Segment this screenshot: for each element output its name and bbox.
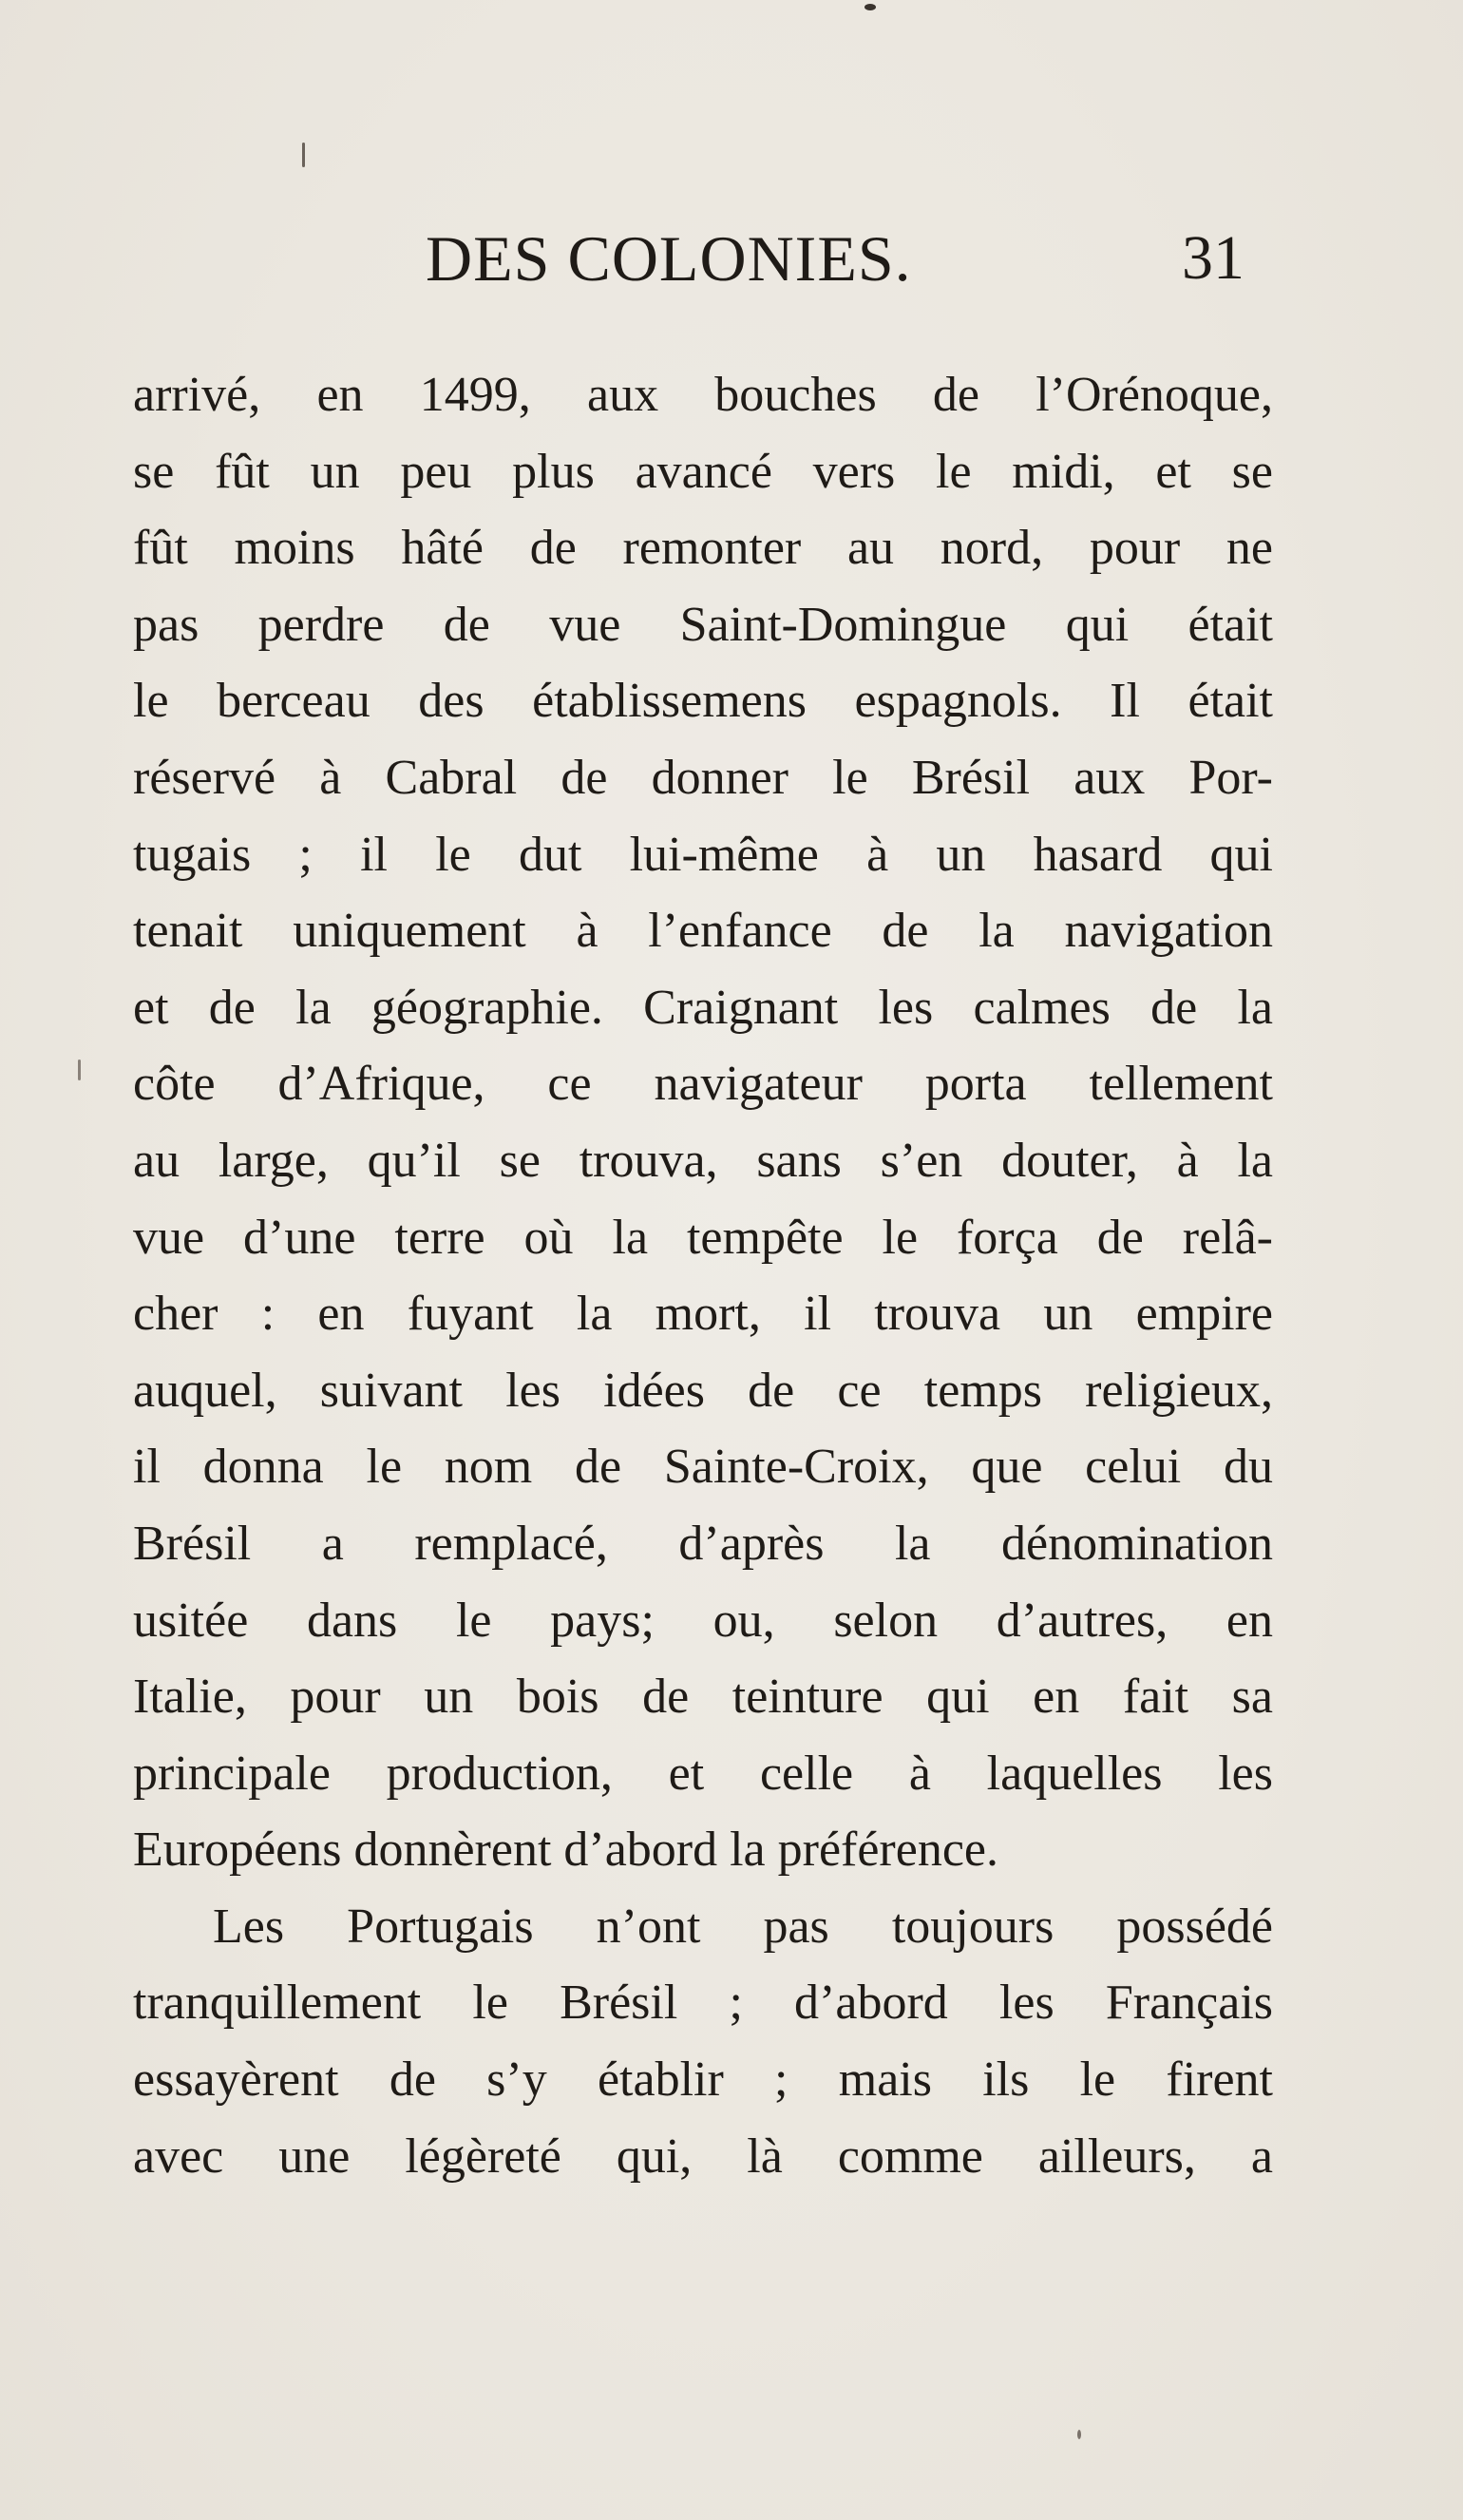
body-text [133,357,1273,2195]
text-line: vue d’une terre où la tempête le força de relâ- [133,1210,1273,1265]
page-number: 31 [1182,223,1244,293]
text-line: essayèrent de s’y établir ; mais ils le firent [133,2052,1273,2108]
text-line: Brésil a remplacé, d’après la dénomination [133,1516,1273,1571]
text-line: se fût un peu plus avancé vers le midi, et se [133,444,1273,499]
text-line: Italie, pour un bois de teinture qui en fait sa [133,1670,1273,1725]
text-line: et de la géographie. Craignant les calmes de la [133,980,1273,1035]
text-line: au large, qu’il se trouva, sans s’en douter, à la [133,1133,1273,1188]
text-line: Les Portugais n’ont pas toujours possédé [213,1899,1273,1954]
text-line: pas perdre de vue Saint-Domingue qui était [133,597,1273,652]
text-line: tenait uniquement à l’enfance de la navigation [133,904,1273,959]
text-line: cher : en fuyant la mort, il trouva un empire [133,1287,1273,1342]
text-line: usitée dans le pays; ou, selon d’autres, en [133,1593,1273,1648]
text-line: le berceau des établissemens espagnols. Il était [133,674,1273,729]
text-line: auquel, suivant les idées de ce temps religieux, [133,1363,1273,1418]
text-line: tugais ; il le dut lui-même à un hasard qui [133,827,1273,882]
paper-speck [864,4,876,10]
text-line: fût moins hâté de remonter au nord, pour ne [133,521,1273,576]
text-line: tranquillement le Brésil ; d’abord les Français [133,1976,1273,2031]
paper-speck [302,143,305,167]
paper-speck [78,1060,81,1080]
text-line: arrivé, en 1499, aux bouches de l’Orénoque, [133,368,1273,422]
running-head: DES COLONIES. [426,222,912,295]
text-line: principale production, et celle à laquelles les [133,1746,1273,1801]
paper-speck [1077,2430,1081,2439]
text-line: il donna le nom de Sainte-Croix, que celui du [133,1440,1273,1495]
text-line: avec une légèreté qui, là comme ailleurs, a [133,2129,1273,2184]
text-line: Européens donnèrent d’abord la préférence. [133,1823,998,1878]
page-header [133,220,1273,296]
text-line: côte d’Afrique, ce navigateur porta tellement [133,1057,1273,1112]
text-line: réservé à Cabral de donner le Brésil aux Por- [133,750,1273,805]
